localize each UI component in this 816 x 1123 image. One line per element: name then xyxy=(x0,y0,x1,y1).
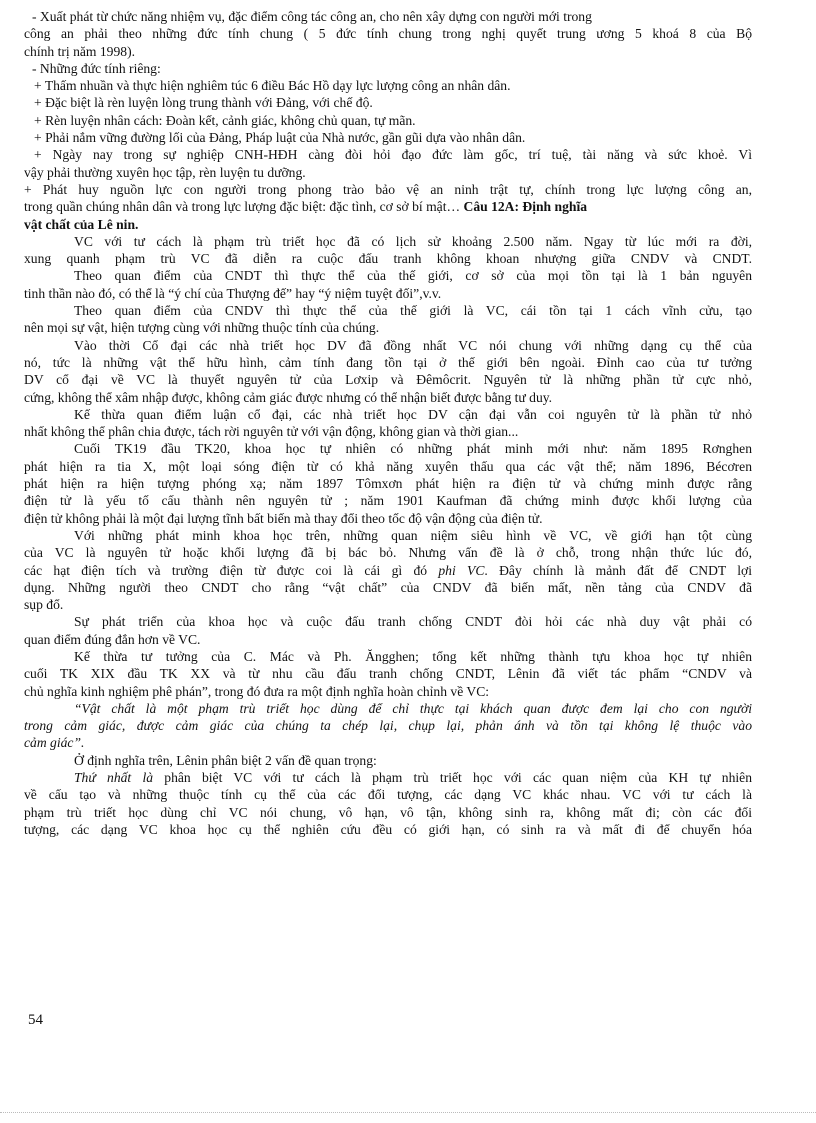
text-line: của VC là nguyên tử hoặc khối lượng đã bị bác bỏ. Nhưng vấn đề là ở chỗ, trong nhận thức lúc đó, xyxy=(24,545,752,561)
text-line: về cấu tạo và những thuộc tính cụ thể của các đối tượng, các dạng VC khác nhau. VC với tư cách là xyxy=(24,787,752,803)
text-span: . Đây chính là mảnh đất để CNDT lợi xyxy=(484,562,752,578)
text-span: các hạt điện tích và trường điện từ được coi là cái gì đó xyxy=(24,562,439,578)
text-line: Kế thừa tư tưởng của C. Mác và Ph. Ăngghen; tổng kết những thành tựu khoa học tự nhiên xyxy=(74,648,752,664)
text-line: cuối TK XIX đầu TK XX và từ nhu cầu đấu tranh chống CNDT, Lênin đã viết tác phẩm “CNDV và xyxy=(24,666,752,682)
text-line: Ở định nghĩa trên, Lênin phân biệt 2 vấn đề quan trọng: xyxy=(74,752,377,768)
section-heading: vật chất của Lê nin. xyxy=(24,216,139,232)
text-line: tinh thần nào đó, có thể là “ý chí của Thượng đế” hay “ý niệm tuyệt đối”,v.v. xyxy=(24,285,442,301)
text-line: phát hiện ra hiện tượng phóng xạ; năm 1897 Tômxơn phát hiện ra điện tử và chứng minh được rằng xyxy=(24,476,752,492)
text-line: phát hiện ra tia X, một loại sóng điện từ có khả năng xuyên thấu qua các vật thể; năm 1896, Bécơren xyxy=(24,458,752,474)
text-line: chủ nghĩa kinh nghiệm phê phán”, trong đó đưa ra một định nghĩa hoàn chỉnh về VC: xyxy=(24,683,490,699)
section-heading: Câu 12A: Định nghĩa xyxy=(463,199,588,215)
text-span: trong quần chúng nhân dân và trong lực lượng đặc biệt: đặc tình, cơ sở bí mật… xyxy=(24,199,461,215)
text-line: Sự phát triển của khoa học và cuộc đấu tranh chống CNDT đòi hỏi các nhà duy vật phải có xyxy=(74,614,752,630)
emphasis-text: phi VC xyxy=(438,562,485,578)
text-line: + Đặc biệt là rèn luyện lòng trung thành với Đảng, với chế độ. xyxy=(34,95,373,111)
text-line: dụng. Những người theo CNDT cho rằng “vật chất” của CNDV đã biến mất, nền tảng của CNDV đã xyxy=(24,579,752,595)
text-line: nên mọi sự vật, hiện tượng cùng với những thuộc tính của chúng. xyxy=(24,320,380,336)
text-line: Với những phát minh khoa học trên, những quan niệm siêu hình về VC, về giới hạn tột cùng xyxy=(74,527,752,543)
text-line xyxy=(24,198,752,215)
text-line: tượng, các dạng VC khoa học cụ thể nghiên cứu đều có giới hạn, có sinh ra và mất đi để chuyển hóa xyxy=(24,821,752,837)
page-number: 54 xyxy=(28,1012,43,1028)
text-line: phạm trù triết học dùng chỉ VC nói chung, vô hạn, vô tận, không sinh ra, không mất đi; còn các đối xyxy=(24,804,752,820)
text-line: nhất không thể phân chia được, tách rời nguyên tử với vận động, không gian và thời gian... xyxy=(24,424,519,440)
text-line: xung quanh phạm trù VC đã diễn ra cuộc đấu tranh không khoan nhượng giữa CNDV và CNDT. xyxy=(24,251,752,267)
text-line: + Ngày nay trong sự nghiệp CNH-HĐH càng đòi hỏi đạo đức làm gốc, trí tuệ, tài năng và sức khoẻ. Vì xyxy=(34,147,752,163)
text-line: + Thấm nhuần và thực hiện nghiêm túc 6 điều Bác Hồ dạy lực lượng công an nhân dân. xyxy=(34,78,511,94)
text-line: vậy phải thường xuyên học tập, rèn luyện tu dưỡng. xyxy=(24,164,306,180)
text-line: Theo quan điểm của CNDV thì thực thể của thế giới là VC, cái tồn tại 1 cách vĩnh cửu, tạo xyxy=(74,303,752,319)
text-line: Kế thừa quan điểm luận cổ đại, các nhà triết học DV cận đại vẫn coi nguyên tử là phần tử nhỏ xyxy=(74,406,752,422)
quote-line: trong cảm giác, được cảm giác của chúng ta chép lại, chụp lại, phản ánh và tồn tại không lệ thuộc vào xyxy=(24,718,752,734)
text-line: chính trị năm 1998). xyxy=(24,43,135,59)
text-line: - Xuất phát từ chức năng nhiệm vụ, đặc điểm công tác công an, cho nên xây dựng con người mới trong xyxy=(32,9,592,24)
text-line: DV cổ đại về VC là thuyết nguyên tử của Lơxip và Đêmôcrit. Nguyên tử là những phần tử cực nhỏ, xyxy=(24,372,752,388)
text-span: phân biệt VC với tư cách là phạm trù triết học với các quan niệm của KH tự nhiên xyxy=(153,770,753,786)
text-line: quan điểm đúng đắn hơn về VC. xyxy=(24,631,201,647)
text-line: + Phát huy nguồn lực con người trong phong trào bảo vệ an ninh trật tự, chính trong lực lượng công an, xyxy=(24,181,752,197)
emphasis-text: Thứ nhất là xyxy=(74,770,154,786)
document-page xyxy=(24,8,752,838)
quote-line: cảm giác”. xyxy=(24,735,85,751)
text-line: nó, tức là những vật thể hữu hình, cảm tính đang tồn tại ở thế giới bên ngoài. Đỉnh cao của tư tưởng xyxy=(24,354,752,370)
text-line: Theo quan điểm của CNDT thì thực thể của thế giới, cơ sở của mọi tồn tại là 1 bản nguyên xyxy=(74,268,752,284)
text-line: cứng, không thể xâm nhập được, không cảm giác được nhưng có thể nhận biết được bằng tư duy. xyxy=(24,389,553,405)
text-line xyxy=(24,769,752,786)
text-line: Vào thời Cổ đại các nhà triết học DV đã đồng nhất VC nói chung với những dạng cụ thể của xyxy=(74,337,752,353)
text-line: điện tử là yếu tố cấu thành nên nguyên tử ; năm 1901 Kaufman đã chứng minh được khối lượng của xyxy=(24,493,752,509)
quote-line: “Vật chất là một phạm trù triết học dùng để chỉ thực tại khách quan được đem lại cho con người xyxy=(74,700,752,716)
text-line: VC với tư cách là phạm trù triết học đã có lịch sử khoảng 2.500 năm. Ngay từ lúc mới ra đời, xyxy=(74,233,752,249)
page-footer-divider xyxy=(0,1112,816,1113)
text-line: - Những đức tính riêng: xyxy=(32,60,161,76)
text-line: + Phải nắm vững đường lối của Đảng, Pháp luật của Nhà nước, gần gũi dựa vào nhân dân. xyxy=(34,130,526,146)
text-line: công an phải theo những đức tính chung ( 5 đức tính chung trong nghị quyết trung ương 5 khoá 8 của Bộ xyxy=(24,26,752,42)
text-line: + Rèn luyện nhân cách: Đoàn kết, cảnh giác, không chủ quan, tự mãn. xyxy=(34,112,416,128)
text-line: điện tử không phải là một đại lượng tĩnh bất biến mà thay đổi theo tốc độ vận động của điện tử. xyxy=(24,510,543,526)
text-line xyxy=(24,562,752,579)
text-line: sụp đổ. xyxy=(24,597,64,613)
text-line: Cuối TK19 đầu TK20, khoa học tự nhiên có những phát minh mới như: năm 1895 Rơnghen xyxy=(74,441,752,457)
